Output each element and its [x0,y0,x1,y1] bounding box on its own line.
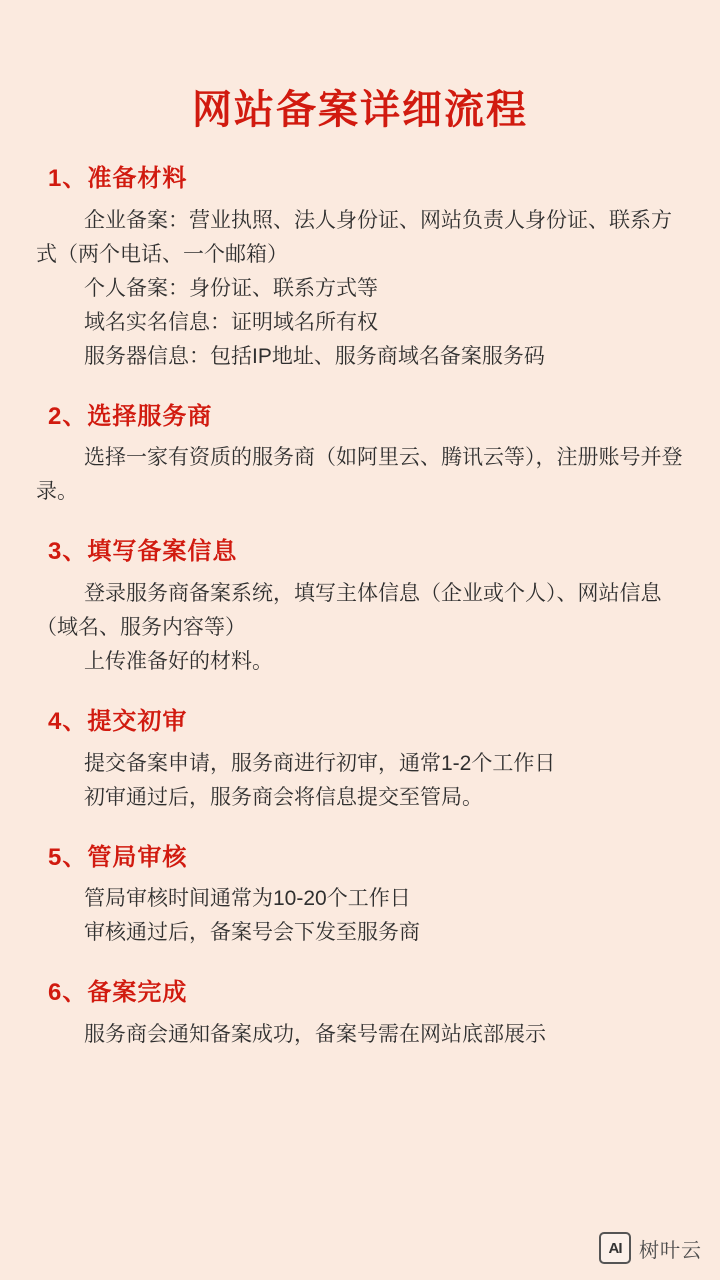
section-submit-initial-review [36,705,684,815]
body-line: 选择一家有资质的服务商（如阿里云、腾讯云等），注册账号并登录。 [36,446,683,504]
section-filing-complete [36,976,684,1052]
body-line: 域名实名信息：证明域名所有权 [84,310,378,334]
ai-badge-icon: AI [599,1232,631,1264]
body-line: 登录服务商备案系统，填写主体信息（企业或个人）、网站信息（域名、服务内容等） [36,581,662,639]
watermark [599,1232,702,1264]
section-heading: 4、提交初审 [48,707,188,735]
section-choose-provider [36,400,684,510]
section-body [36,204,684,374]
body-line: 审核通过后，备案号会下发至服务商 [84,921,420,945]
page-title: 网站备案详细流程 [192,88,528,132]
body-line: 服务器信息：包括IP地址、服务商域名备案服务码 [84,344,545,368]
body-line: 服务商会通知备案成功，备案号需在网站底部展示 [84,1022,546,1046]
section-heading: 3、填写备案信息 [48,538,238,566]
section-fill-information [36,535,684,679]
section-authority-review [36,841,684,951]
body-line: 企业备案：营业执照、法人身份证、网站负责人身份证、联系方式（两个电话、一个邮箱） [36,208,672,266]
section-body [36,441,684,509]
watermark-label: 树叶云 [639,1239,702,1262]
body-line: 提交备案申请，服务商进行初审，通常1-2个工作日 [84,751,556,775]
section-body [36,1018,684,1052]
section-body [36,747,684,815]
section-prepare-materials [36,162,684,374]
section-heading: 1、准备材料 [48,165,188,192]
body-line: 上传准备好的材料。 [84,649,273,673]
section-heading: 5、管局审核 [48,843,188,871]
section-heading: 6、备案完成 [48,979,188,1007]
body-line: 管局审核时间通常为10-20个工作日 [84,887,411,911]
section-body [36,882,684,950]
body-line: 个人备案：身份证、联系方式等 [84,276,378,300]
section-heading: 2、选择服务商 [48,402,213,430]
section-body [36,577,684,679]
body-line: 初审通过后，服务商会将信息提交至管局。 [84,785,483,809]
